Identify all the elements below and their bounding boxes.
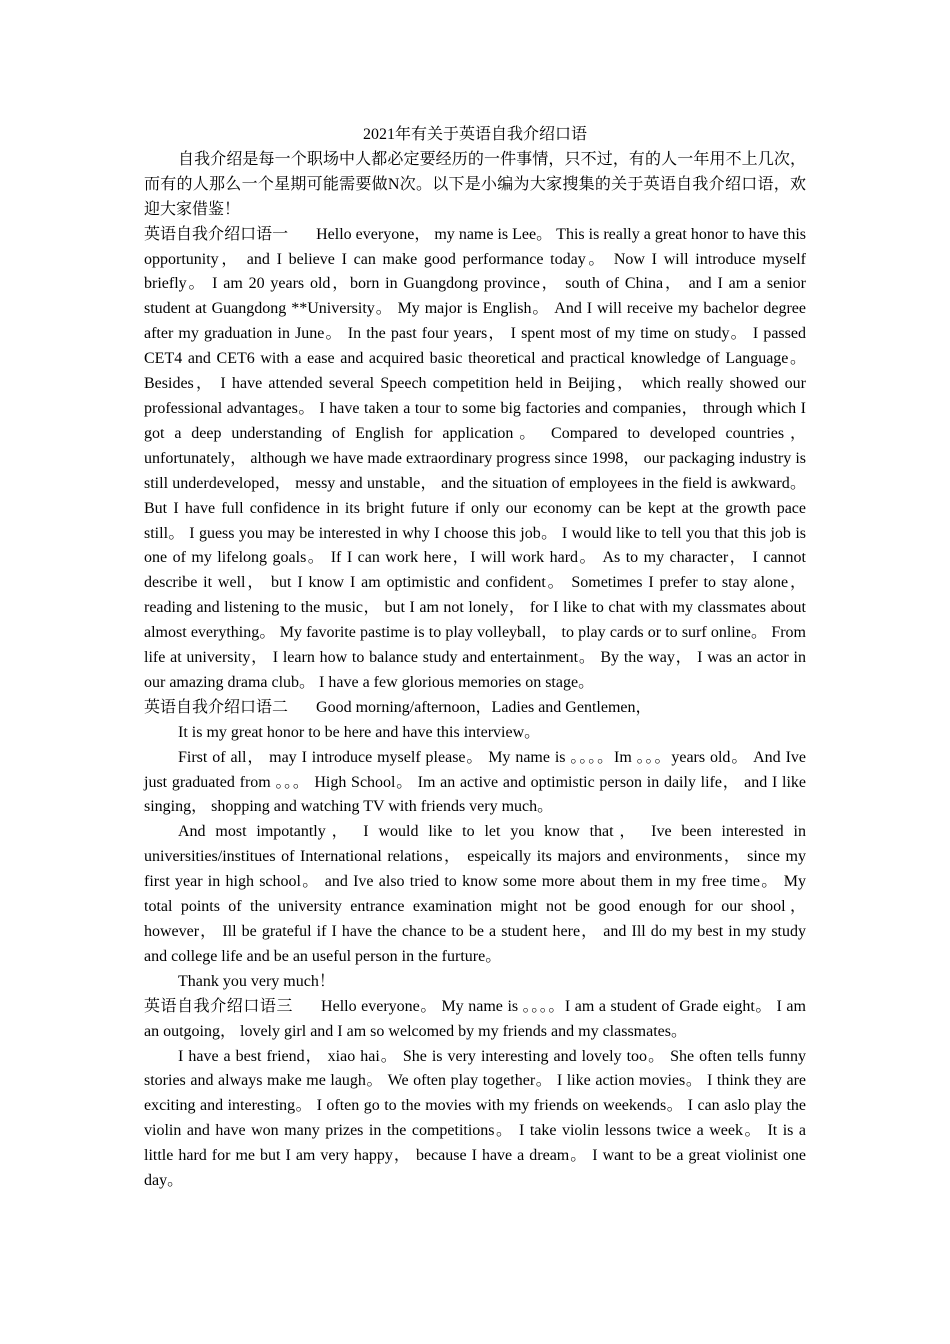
- intro-paragraph: 自我介绍是每一个职场中人都必定要经历的一件事情，只不过，有的人一年用不上几次，而有的人那么一个星期可能需要做N次。以下是小编为大家搜集的关于英语自我介绍口语，欢迎大家借鉴！: [144, 150, 806, 218]
- section-three: [144, 995, 806, 1045]
- section-two-heading: 英语自我介绍口语二: [144, 698, 289, 716]
- section-three-paragraph-2: I have a best friend， xiao hai。 She is very interesting and lovely too。 She often tells funny stories and always make me laugh。 We often play together。 I like action movies。 I think they are exciting and interesting。 I often go to the movies with my friends on weekends。 I can aslo play the violin and have won many prizes in the competitions。 I take violin lessons twice a week。 It is a little hard for me but I am very happy， because I have a dream。 I want to be a great violinist one day。: [144, 1047, 806, 1190]
- section-three-body: Hello everyone。 My name is 。。。。I am a student of Grade eight。 I am an outgoing， lovely girl and I am so welcomed by my friends and my classmates。: [144, 997, 806, 1040]
- section-three-heading: 英语自我介绍口语三: [144, 997, 294, 1015]
- section-two: [144, 696, 806, 721]
- document-body: [144, 123, 806, 1194]
- section-two-paragraph-2: First of all， may I introduce myself please。 My name is 。。。。Im 。。。years old。 And Ive just graduated from 。。。 High School。 Im an active and optimistic person in daily life， and I like singing， shopping and watching TV with friends very much。: [144, 748, 806, 816]
- section-two-paragraph-4: Thank you very much！: [178, 972, 335, 990]
- section-one-body: Hello everyone， my name is Lee。 This is really a great honor to have this opportunity， and I believe I can make good performance today。 Now I will introduce myself briefly。 I am 20 years old，born in Guangdong province， south of China， and I am a senior student at Guangdong **University。 My major is English。 And I will receive my bachelor degree after my graduation in June。 In the past four years， I spent most of my time on study。 I passed CET4 and CET6 with a ease and acquired basic theoretical and practical knowledge of Language。 Besides， I have attended several Speech competition held in Beijing， which really showed our professional advantages。 I have taken a tour to some big factories and companies， through which I got a deep understanding of English for application。 Compared to developed countries， unfortunately， although we have made extraordinary progress since 1998， our packaging industry is still underdeveloped， messy and unstable， and the situation of employees in the field is awkward。 But I have full confidence in its bright future if only our economy can be kept at the growth pace still。 I guess you may be interested in why I choose this job。 I would like to tell you that this job is one of my lifelong goals。 If I can work here，I will work hard。 As to my character， I cannot describe it well， but I know I am optimistic and confident。 Sometimes I prefer to stay alone， reading and listening to the music， but I am not lonely， for I like to chat with my classmates about almost everything。 My favorite pastime is to play volleyball， to play cards or to surf online。 From life at university， I learn how to balance study and entertainment。 By the way， I was an actor in our amazing drama club。 I have a few glorious memories on stage。: [144, 225, 806, 691]
- section-two-paragraph-1: It is my great honor to be here and have this interview。: [178, 723, 541, 741]
- section-one: [144, 223, 806, 696]
- section-two-paragraph-3: And most impotantly， I would like to let you know that， Ive been interested in universities/institues of International relations， espeically its majors and environments， since my first year in high school。 and Ive also tried to know some more about them in my free time。 My total points of the university entrance examination might not be good enough for our shool， however， Ill be grateful if I have the chance to be a student here， and Ill do my best in my study and college life and be an useful person in the furture。: [144, 823, 807, 965]
- section-one-heading: 英语自我介绍口语一: [144, 225, 289, 243]
- document-title: 2021年有关于英语自我介绍口语: [362, 126, 587, 143]
- section-two-greeting: Good morning/afternoon，Ladies and Gentlemen，: [316, 698, 652, 716]
